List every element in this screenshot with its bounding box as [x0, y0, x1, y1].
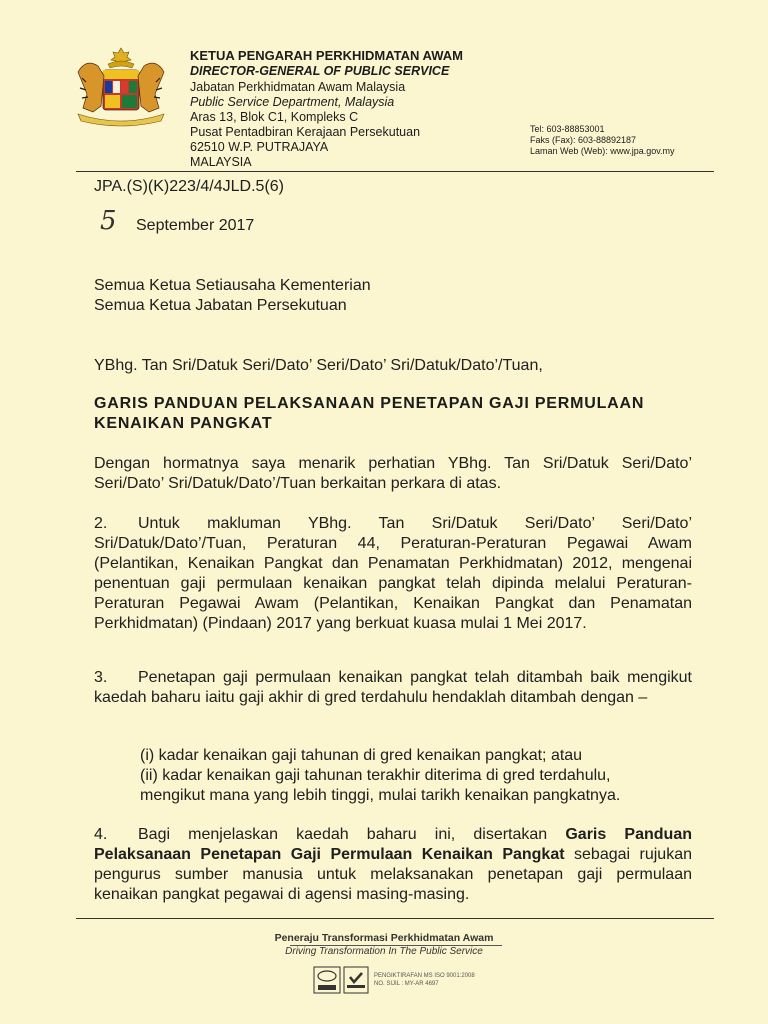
paragraph-4-number: 4. — [94, 826, 108, 843]
footer-slogan-english: Driving Transformation In The Public Service — [285, 946, 483, 957]
header-divider — [76, 171, 714, 172]
paragraph-4 — [94, 825, 692, 905]
footer-slogan: Peneraju Transformasi Perkhidmatan Awam — [274, 932, 494, 944]
website: Laman Web (Web): www.jpa.gov.my — [530, 146, 675, 156]
ukas-certification-icon — [342, 965, 370, 995]
letter-date: September 2017 — [136, 217, 255, 234]
address-line-1: Aras 13, Blok C1, Kompleks C — [190, 110, 359, 124]
list-item-i: (i) kadar kenaikan gaji tahunan di gred kenaikan pangkat; atau — [140, 747, 583, 764]
paragraph-4-guideline-title: Garis Panduan Pelaksanaan Penetapan Gaji Permulaan Kenaikan Pangkat — [94, 826, 692, 863]
paragraph-2 — [94, 514, 692, 634]
telephone-number: Tel: 603-88853001 — [530, 124, 605, 134]
salutation: YBhg. Tan Sri/Datuk Seri/Dato’ Seri/Dato’ Sri/Datuk/Dato’/Tuan, — [94, 357, 543, 374]
paragraph-4-text-a: Bagi menjelaskan kaedah baharu ini, disertakan — [138, 826, 548, 843]
address-line-2: Pusat Pentadbiran Kerajaan Persekutuan — [190, 125, 421, 139]
letterhead-title-english: DIRECTOR-GENERAL OF PUBLIC SERVICE — [190, 64, 450, 78]
department-name-english: Public Service Department, Malaysia — [190, 95, 395, 109]
fax-number: Faks (Fax): 603-88892187 — [530, 135, 637, 145]
reference-number: JPA.(S)(K)223/4/4JLD.5(6) — [94, 178, 284, 195]
paragraph-3-number: 3. — [94, 669, 108, 686]
paragraph-2-number: 2. — [94, 515, 108, 532]
certification-text: PENGIKTIRAFAN MS ISO 9001:2008 — [374, 973, 475, 979]
recipient-1: Semua Ketua Setiausaha Kementerian — [94, 277, 371, 294]
paragraph-3-text: Penetapan gaji permulaan kenaikan pangkat telah ditambah baik mengikut kaedah baharu iaitu gaji akhir di gred terdahulu hendaklah ditambah dengan – — [94, 669, 692, 706]
sirim-certification-icon — [312, 965, 342, 995]
footer-divider — [76, 918, 714, 919]
department-name: Jabatan Perkhidmatan Awam Malaysia — [190, 80, 406, 94]
address-line-3: 62510 W.P. PUTRAJAYA — [190, 140, 329, 154]
address-country: MALAYSIA — [190, 155, 252, 169]
handwritten-day: 5 — [100, 206, 117, 236]
subject-heading: GARIS PANDUAN PELAKSANAAN PENETAPAN GAJI PERMULAAN KENAIKAN PANGKAT — [94, 395, 645, 432]
list-conclusion: mengikut mana yang lebih tinggi, mulai tarikh kenaikan pangkatnya. — [140, 787, 621, 804]
paragraph-4-text-b: sebagai rujukan pengurus sumber manusia untuk melaksanakan penetapan gaji permulaan kenaikan pangkat pegawai di agensi masing-masing. — [94, 846, 692, 903]
list-item-ii: (ii) kadar kenaikan gaji tahunan terakhir diterima di gred terdahulu, — [140, 767, 611, 784]
paragraph-2-text: Untuk makluman YBhg. Tan Sri/Datuk Seri/Dato’ Seri/Dato’ Sri/Datuk/Dato’/Tuan, Peraturan 44, Peraturan-Peraturan Pegawai Awam (Pelantikan, Kenaikan Pangkat dan Penamatan Perkhidmatan) 2012, mengenai penentuan gaji permulaan kenaikan pangkat telah dipinda melalui Peraturan-Peraturan Pegawai Awam (Pelantikan, Kenaikan Pangkat dan Penamatan Perkhidmatan) (Pindaan) 2017 yang berkuat kuasa mulai 1 Mei 2017. — [94, 515, 692, 632]
paragraph-3 — [94, 668, 692, 708]
coat-of-arms-logo — [70, 42, 172, 132]
letterhead-title: KETUA PENGARAH PERKHIDMATAN AWAM — [190, 48, 463, 63]
certificate-number: NO. SIJIL : MY-AR 4697 — [374, 981, 439, 987]
paragraph-1: Dengan hormatnya saya menarik perhatian YBhg. Tan Sri/Datuk Seri/Dato’ Seri/Dato’ Sri/Datuk/Dato’/Tuan berkaitan perkara di atas. — [94, 455, 692, 492]
recipient-2: Semua Ketua Jabatan Persekutuan — [94, 297, 347, 314]
